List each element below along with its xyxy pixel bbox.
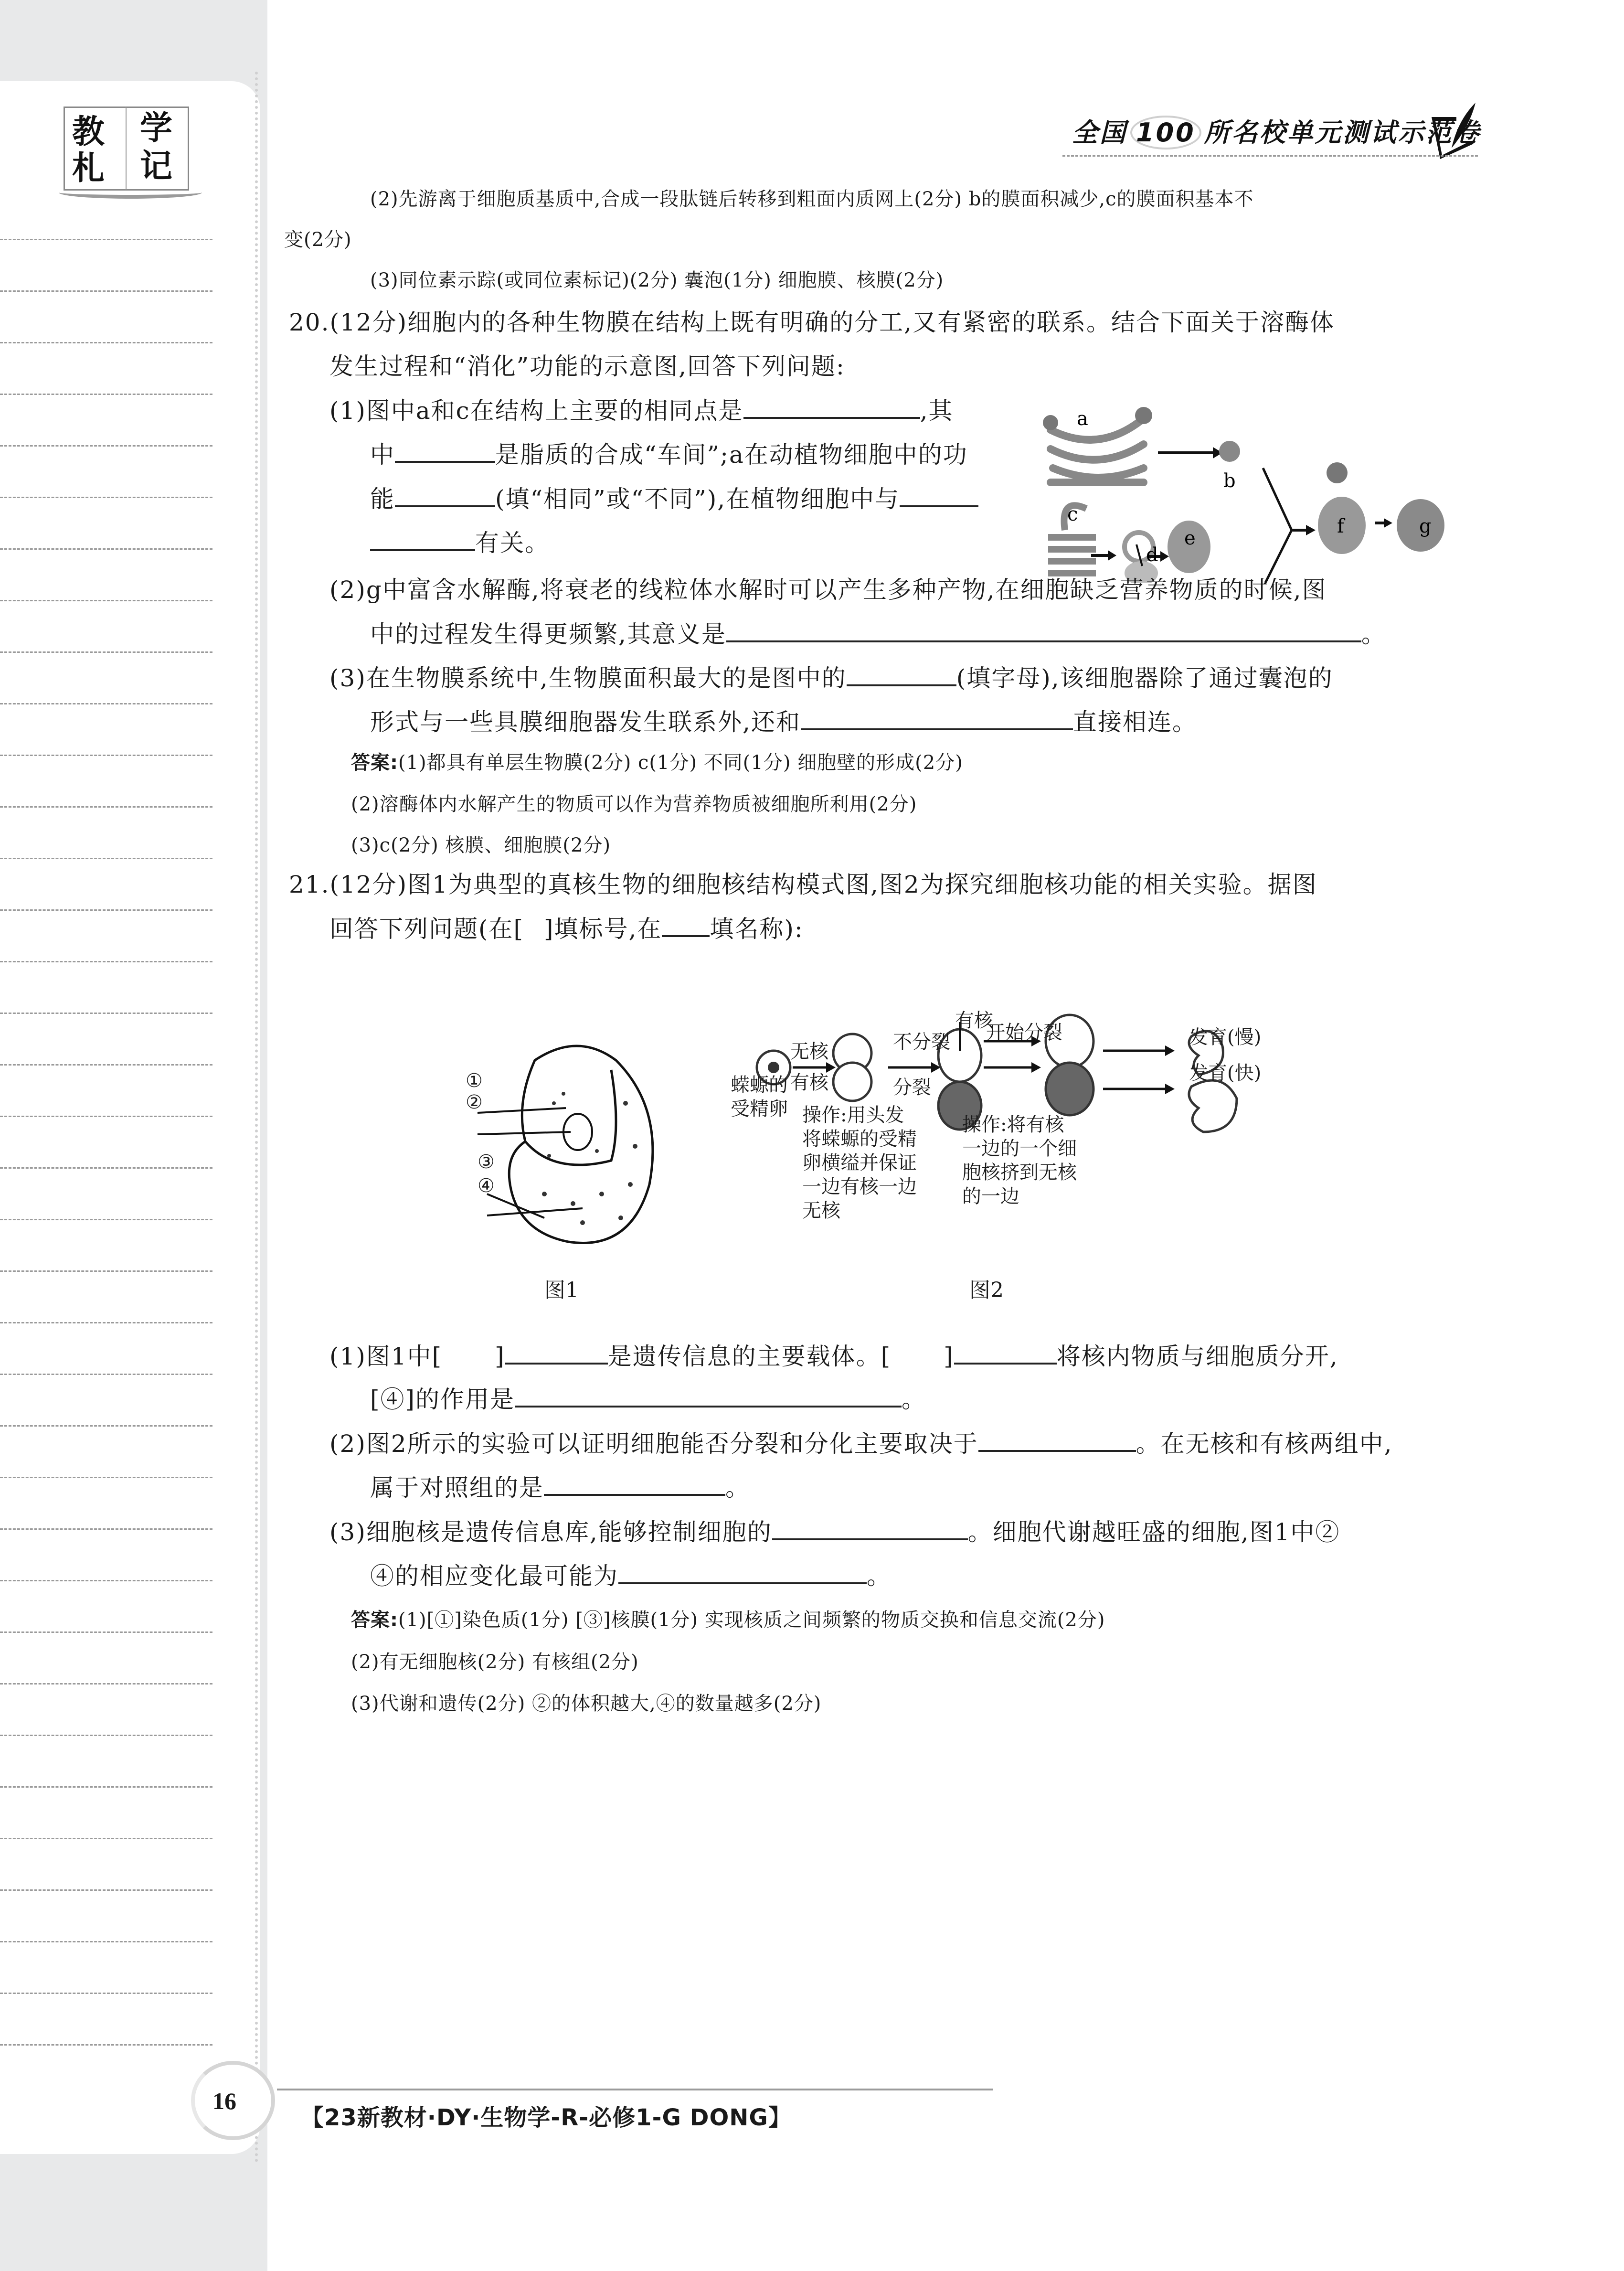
q20-p2-text: 。 <box>1361 620 1386 648</box>
note-line <box>0 239 212 240</box>
answer-blank[interactable] <box>544 1475 725 1496</box>
answer-blank[interactable] <box>505 1343 608 1365</box>
answer-blank[interactable] <box>515 1386 902 1407</box>
q21-answer: (2)有无细胞核(2分) 有核组(2分) <box>351 1651 639 1673</box>
figure-marker-3: ③ <box>478 1151 495 1173</box>
note-line <box>0 1477 212 1478</box>
note-line <box>0 497 212 498</box>
q20-stem: 发生过程和“消化”功能的示意图,回答下列问题: <box>329 352 845 380</box>
answer-label: 答案: <box>351 752 398 774</box>
q20-p1-text: 有关。 <box>475 529 550 557</box>
q21-p3-text: ④的相应变化最可能为 <box>370 1562 618 1590</box>
q20-answer: (3)c(2分) 核膜、细胞膜(2分) <box>351 834 611 856</box>
operation-text: 的一边 <box>962 1185 1019 1207</box>
diagram-label-f: f <box>1337 515 1344 537</box>
q21-p1-text: (1)图1中[ <box>329 1343 443 1370</box>
no-division-label: 不分裂 <box>893 1031 950 1053</box>
logo-char: 教 <box>72 113 105 151</box>
q21-p3-text: 。 <box>867 1562 892 1590</box>
note-line <box>0 2044 212 2046</box>
operation-text: 一边有核一边 <box>802 1176 917 1198</box>
q21-stem <box>329 910 804 944</box>
note-line <box>0 1528 212 1530</box>
note-line <box>0 1631 212 1633</box>
operation-text: 无核 <box>802 1200 840 1222</box>
answer-text: (1)[①]染色质(1分) [③]核膜(1分) 实现核质之间频繁的物质交换和信息交流(2分) <box>398 1609 1105 1631</box>
prev-answer-line: 变(2分) <box>284 229 352 251</box>
answer-blank[interactable] <box>900 486 978 507</box>
note-line <box>0 961 212 962</box>
q20-p1-text: 能 <box>370 485 395 513</box>
note-line <box>0 1219 212 1220</box>
note-line <box>0 1580 212 1581</box>
diagram-label-g: g <box>1419 515 1432 537</box>
q20-p3-text: (3)在生物膜系统中,生物膜面积最大的是图中的 <box>329 664 847 692</box>
note-line <box>0 1889 212 1891</box>
note-line <box>0 1374 212 1375</box>
q20-part1 <box>329 392 954 426</box>
answer-blank[interactable] <box>726 621 1361 642</box>
header-divider <box>1062 155 1478 157</box>
perforation-line <box>255 72 258 2164</box>
answer-blank[interactable] <box>743 398 920 419</box>
prev-answer-line: (3)同位素示踪(或同位素标记)(2分) 囊泡(1分) 细胞膜、核膜(2分) <box>370 269 944 291</box>
operation-2 <box>962 1113 1077 1208</box>
note-line <box>0 1993 212 1994</box>
embryo-fast-icon <box>1189 1080 1237 1132</box>
note-line <box>0 342 212 343</box>
answer-blank[interactable] <box>772 1519 968 1540</box>
answer-blank[interactable] <box>395 442 495 463</box>
answer-blank[interactable] <box>847 665 956 686</box>
diagram-label-b: b <box>1223 470 1236 492</box>
note-line <box>0 445 212 447</box>
note-line <box>0 290 212 292</box>
q20-p1-text: 中 <box>370 441 395 469</box>
note-line <box>0 1064 212 1066</box>
answer-blank[interactable] <box>801 709 1073 730</box>
q21-stem-text: 填名称): <box>710 915 804 943</box>
operation-text: 胞核挤到无核 <box>962 1162 1077 1183</box>
q20-p1-text: 是脂质的合成“车间”;a在动植物细胞中的功 <box>495 441 968 469</box>
answer-blank[interactable] <box>370 530 475 551</box>
note-line <box>0 755 212 756</box>
note-line <box>0 651 212 653</box>
q21-p3-text: 。细胞代谢越旺盛的细胞,图1中② <box>967 1518 1340 1546</box>
q20-part1 <box>370 436 968 470</box>
diagram-label-d: d <box>1146 544 1158 566</box>
note-line <box>0 548 212 550</box>
figure-2-caption: 图2 <box>969 1278 1004 1302</box>
q20-p3-text: (填字母),该细胞器除了通过囊泡的 <box>956 664 1333 692</box>
answer-blank[interactable] <box>618 1563 867 1584</box>
egg-label: 蝾螈的 <box>731 1074 788 1096</box>
q21-stem-text: ]填标号,在 <box>544 915 662 943</box>
q21-p1-text: ] <box>944 1343 954 1370</box>
book-base-icon <box>59 186 202 199</box>
q20-part1 <box>370 480 978 514</box>
figure-marker-2: ② <box>466 1091 483 1113</box>
teaching-notes-logo <box>59 103 202 203</box>
operation-text: 操作:用头发 <box>802 1104 904 1126</box>
q20-part1 <box>370 524 550 558</box>
note-line <box>0 1425 212 1427</box>
q21-p1-text: 。 <box>902 1386 927 1413</box>
series-title-pre: 全国 <box>1072 117 1127 148</box>
develop-slow-label: 发育(慢) <box>1189 1026 1262 1048</box>
develop-fast-label: 发育(快) <box>1189 1062 1262 1084</box>
q21-p3-text: (3)细胞核是遗传信息库,能够控制细胞的 <box>329 1518 772 1546</box>
q21-stem-text: 回答下列问题(在[ <box>329 915 524 943</box>
answer-blank[interactable] <box>395 486 495 507</box>
nucleus-structure-figure <box>458 1032 678 1256</box>
no-nucleus-label: 无核 <box>790 1041 828 1063</box>
q20-p1-text: ,其 <box>920 397 954 425</box>
notes-sidebar <box>0 81 260 2154</box>
has-nucleus-label: 有核 <box>790 1072 828 1094</box>
answer-blank[interactable] <box>954 1343 1057 1365</box>
answer-blank[interactable] <box>978 1431 1136 1452</box>
q21-p2-text: 。 <box>725 1474 750 1502</box>
operation-1 <box>802 1103 917 1223</box>
egg-label: 受精卵 <box>731 1098 788 1120</box>
note-line <box>0 1116 212 1117</box>
series-title-post: 所名校单元测试示范卷 <box>1204 117 1481 148</box>
q21-part3 <box>329 1513 1340 1547</box>
diagram-label-c: c <box>1067 503 1078 525</box>
q20-p2-text: 中的过程发生得更频繁,其意义是 <box>370 620 726 648</box>
q20-part2: (2)g中富含水解酶,将衰老的线粒体水解时可以产生多种产物,在细胞缺乏营养物质的时候,图 <box>329 576 1327 604</box>
answer-label: 答案: <box>351 1609 398 1631</box>
q21-part3 <box>370 1557 892 1591</box>
note-line <box>0 1167 212 1169</box>
note-line <box>0 1838 212 1839</box>
note-line <box>0 1941 212 1942</box>
q21-p2-text: 。在无核和有核两组中, <box>1136 1430 1393 1458</box>
operation-text: 卵横缢并保证 <box>802 1152 917 1174</box>
q20-stem: 20.(12分)细胞内的各种生物膜在结构上既有明确的分工,又有紧密的联系。结合下面关于溶酶体 <box>289 309 1335 336</box>
q20-p3-text: 形式与一些具膜细胞器发生联系外,还和 <box>370 708 801 736</box>
figure-1-caption: 图1 <box>544 1278 579 1302</box>
logo-char: 札 <box>72 149 105 187</box>
start-division-label: 开始分裂 <box>986 1022 1062 1044</box>
q21-p2-text: 属于对照组的是 <box>370 1474 544 1502</box>
q21-p1-text: 是遗传信息的主要载体。[ <box>607 1343 892 1370</box>
note-line <box>0 1270 212 1272</box>
note-line <box>0 909 212 911</box>
q20-answer: (2)溶酶体内水解产生的物质可以作为营养物质被细胞所利用(2分) <box>351 793 917 815</box>
figure-marker-1: ① <box>466 1070 483 1092</box>
note-line <box>0 806 212 808</box>
note-line <box>0 858 212 859</box>
note-line <box>0 703 212 704</box>
answer-blank <box>662 916 710 937</box>
q20-p1-text: (填“相同”或“不同”),在植物细胞中与 <box>495 485 900 513</box>
figure-marker-4: ④ <box>478 1175 495 1197</box>
q21-stem: 21.(12分)图1为典型的真核生物的细胞核结构模式图,图2为探究细胞核功能的相关实验。据图 <box>289 871 1317 898</box>
logo-char: 学 <box>140 109 173 147</box>
q21-p1-text: ] <box>495 1343 505 1370</box>
note-line <box>0 1013 212 1014</box>
q21-p1-text: [④]的作用是 <box>370 1386 515 1413</box>
q21-part1 <box>370 1380 926 1415</box>
q21-answer <box>351 1605 1105 1632</box>
operation-text: 将蝾螈的受精 <box>802 1128 917 1150</box>
note-line <box>0 1786 212 1788</box>
has-nucleus-top-label: 有核 <box>955 1010 993 1032</box>
q20-part2 <box>370 615 1386 650</box>
series-title <box>1072 112 1481 149</box>
book-code: 【23新教材·DY·生物学-R-必修1-G DONG】 <box>301 2104 792 2131</box>
note-line <box>0 1683 212 1685</box>
answer-text: (1)都具有单层生物膜(2分) c(1分) 不同(1分) 细胞壁的形成(2分) <box>398 752 963 774</box>
logo-char: 记 <box>140 148 173 185</box>
q20-p1-text: (1)图中a和c在结构上主要的相同点是 <box>329 397 743 425</box>
diagram-label-a: a <box>1077 408 1088 430</box>
q20-p3-text: 直接相连。 <box>1072 708 1197 736</box>
operation-text: 操作:将有核 <box>962 1114 1064 1136</box>
lysosome-formation-diagram <box>1031 401 1452 583</box>
golgi-icon <box>1051 420 1144 482</box>
prev-answer-line: (2)先游离于细胞质基质中,合成一段肽链后转移到粗面内质网上(2分) b的膜面积减少,c的膜面积基本不 <box>370 188 1254 210</box>
q21-p1-text: 将核内物质与细胞质分开, <box>1056 1343 1338 1370</box>
q21-part1 <box>329 1337 1338 1372</box>
q20-part3 <box>370 703 1197 737</box>
diagram-label-e: e <box>1184 527 1196 549</box>
footer-divider <box>277 2089 993 2090</box>
q21-answer: (3)代谢和遗传(2分) ②的体积越大,④的数量越多(2分) <box>351 1693 822 1715</box>
note-line <box>0 1735 212 1736</box>
quill-pen-icon <box>1428 103 1480 160</box>
division-label: 分裂 <box>893 1077 931 1098</box>
q21-part2 <box>370 1469 750 1503</box>
q20-part3 <box>329 659 1333 693</box>
operation-text: 一边的一个细 <box>962 1138 1077 1160</box>
q21-p2-text: (2)图2所示的实验可以证明细胞能否分裂和分化主要取决于 <box>329 1430 978 1458</box>
q21-part2 <box>329 1425 1393 1459</box>
note-line <box>0 1322 212 1323</box>
note-line <box>0 600 212 601</box>
q20-answer <box>351 747 963 775</box>
series-number-badge: 100 <box>1130 116 1201 149</box>
page-number: 16 <box>212 2088 236 2114</box>
note-line <box>0 394 212 395</box>
